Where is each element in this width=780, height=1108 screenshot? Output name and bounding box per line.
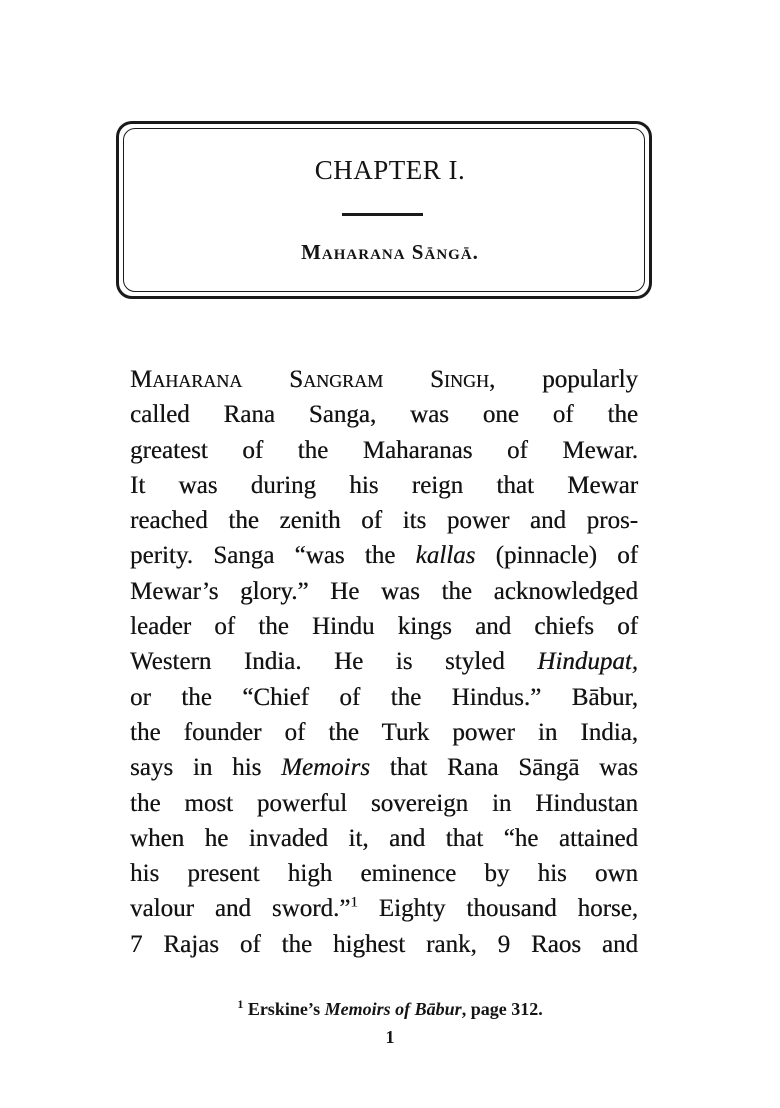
text-line xyxy=(130,397,638,432)
chapter-number: CHAPTER I. xyxy=(314,155,466,185)
text-line xyxy=(130,503,638,538)
text-segment: greatest of the Maharanas of Mewar. xyxy=(130,436,638,464)
text-segment: leader of the Hindu kings and chiefs of xyxy=(130,613,638,641)
page-number: 1 xyxy=(385,1027,395,1047)
text-line xyxy=(130,927,638,962)
text-line xyxy=(130,644,638,679)
body-text xyxy=(130,362,638,962)
footnote-reference: 1 xyxy=(350,895,358,912)
footnote-text-post: , page 312. xyxy=(461,999,543,1019)
text-line xyxy=(130,750,638,785)
text-line xyxy=(130,821,638,856)
text-line xyxy=(130,574,638,609)
text-segment: the most powerful sovereign in Hindustan xyxy=(130,789,638,817)
text-segment: Memoirs xyxy=(281,754,370,782)
text-line xyxy=(130,468,638,503)
text-segment: when he invaded it, and that “he attained xyxy=(130,824,638,852)
text-segment: that Rana Sāngā was xyxy=(369,754,638,782)
text-segment: says in his xyxy=(130,754,282,782)
text-segment: Hindupat, xyxy=(537,648,638,676)
text-line xyxy=(130,891,638,926)
text-segment: valour and sword.” xyxy=(130,895,351,923)
text-line xyxy=(130,609,638,644)
text-segment: kallas xyxy=(415,542,476,570)
text-segment: Eighty thousand horse, xyxy=(357,895,638,923)
text-segment: 7 Rajas of the highest rank, 9 Raos and xyxy=(130,930,638,958)
text-line xyxy=(130,362,638,397)
text-line xyxy=(130,786,638,821)
text-segment: the founder of the Turk power in India, xyxy=(130,718,638,746)
text-segment: (pinnacle) of xyxy=(475,542,639,570)
text-segment: popularly xyxy=(495,366,638,393)
footnote xyxy=(0,997,780,1020)
text-segment: or the “Chief of the Hindus.” Bābur, xyxy=(130,683,638,711)
footnote-text-pre: Erskine’s xyxy=(243,999,325,1019)
text-segment: called Rana Sanga, was one of the xyxy=(130,401,638,429)
text-segment: It was during his reign that Mewar xyxy=(130,471,638,499)
chapter-heading-frame xyxy=(116,121,652,299)
footnote-work-title: Memoirs of Bābur xyxy=(324,999,462,1019)
text-line xyxy=(130,856,638,891)
footnote-marker: 1 xyxy=(237,997,244,1011)
text-segment: reached the zenith of its power and pros- xyxy=(130,507,638,535)
text-segment: Maharana Sangram Singh, xyxy=(130,366,496,393)
text-segment: his present high eminence by his own xyxy=(130,860,638,888)
text-segment: Mewar’s glory.” He was the acknowledged xyxy=(130,577,638,605)
text-segment: perity. Sanga “was the xyxy=(130,542,416,570)
text-segment: Western India. He is styled xyxy=(130,648,538,676)
text-line xyxy=(130,433,638,468)
heading-divider xyxy=(342,213,423,216)
text-line xyxy=(130,715,638,750)
chapter-title: Maharana Sāngā. xyxy=(301,240,479,264)
text-line xyxy=(130,538,638,573)
text-line xyxy=(130,680,638,715)
